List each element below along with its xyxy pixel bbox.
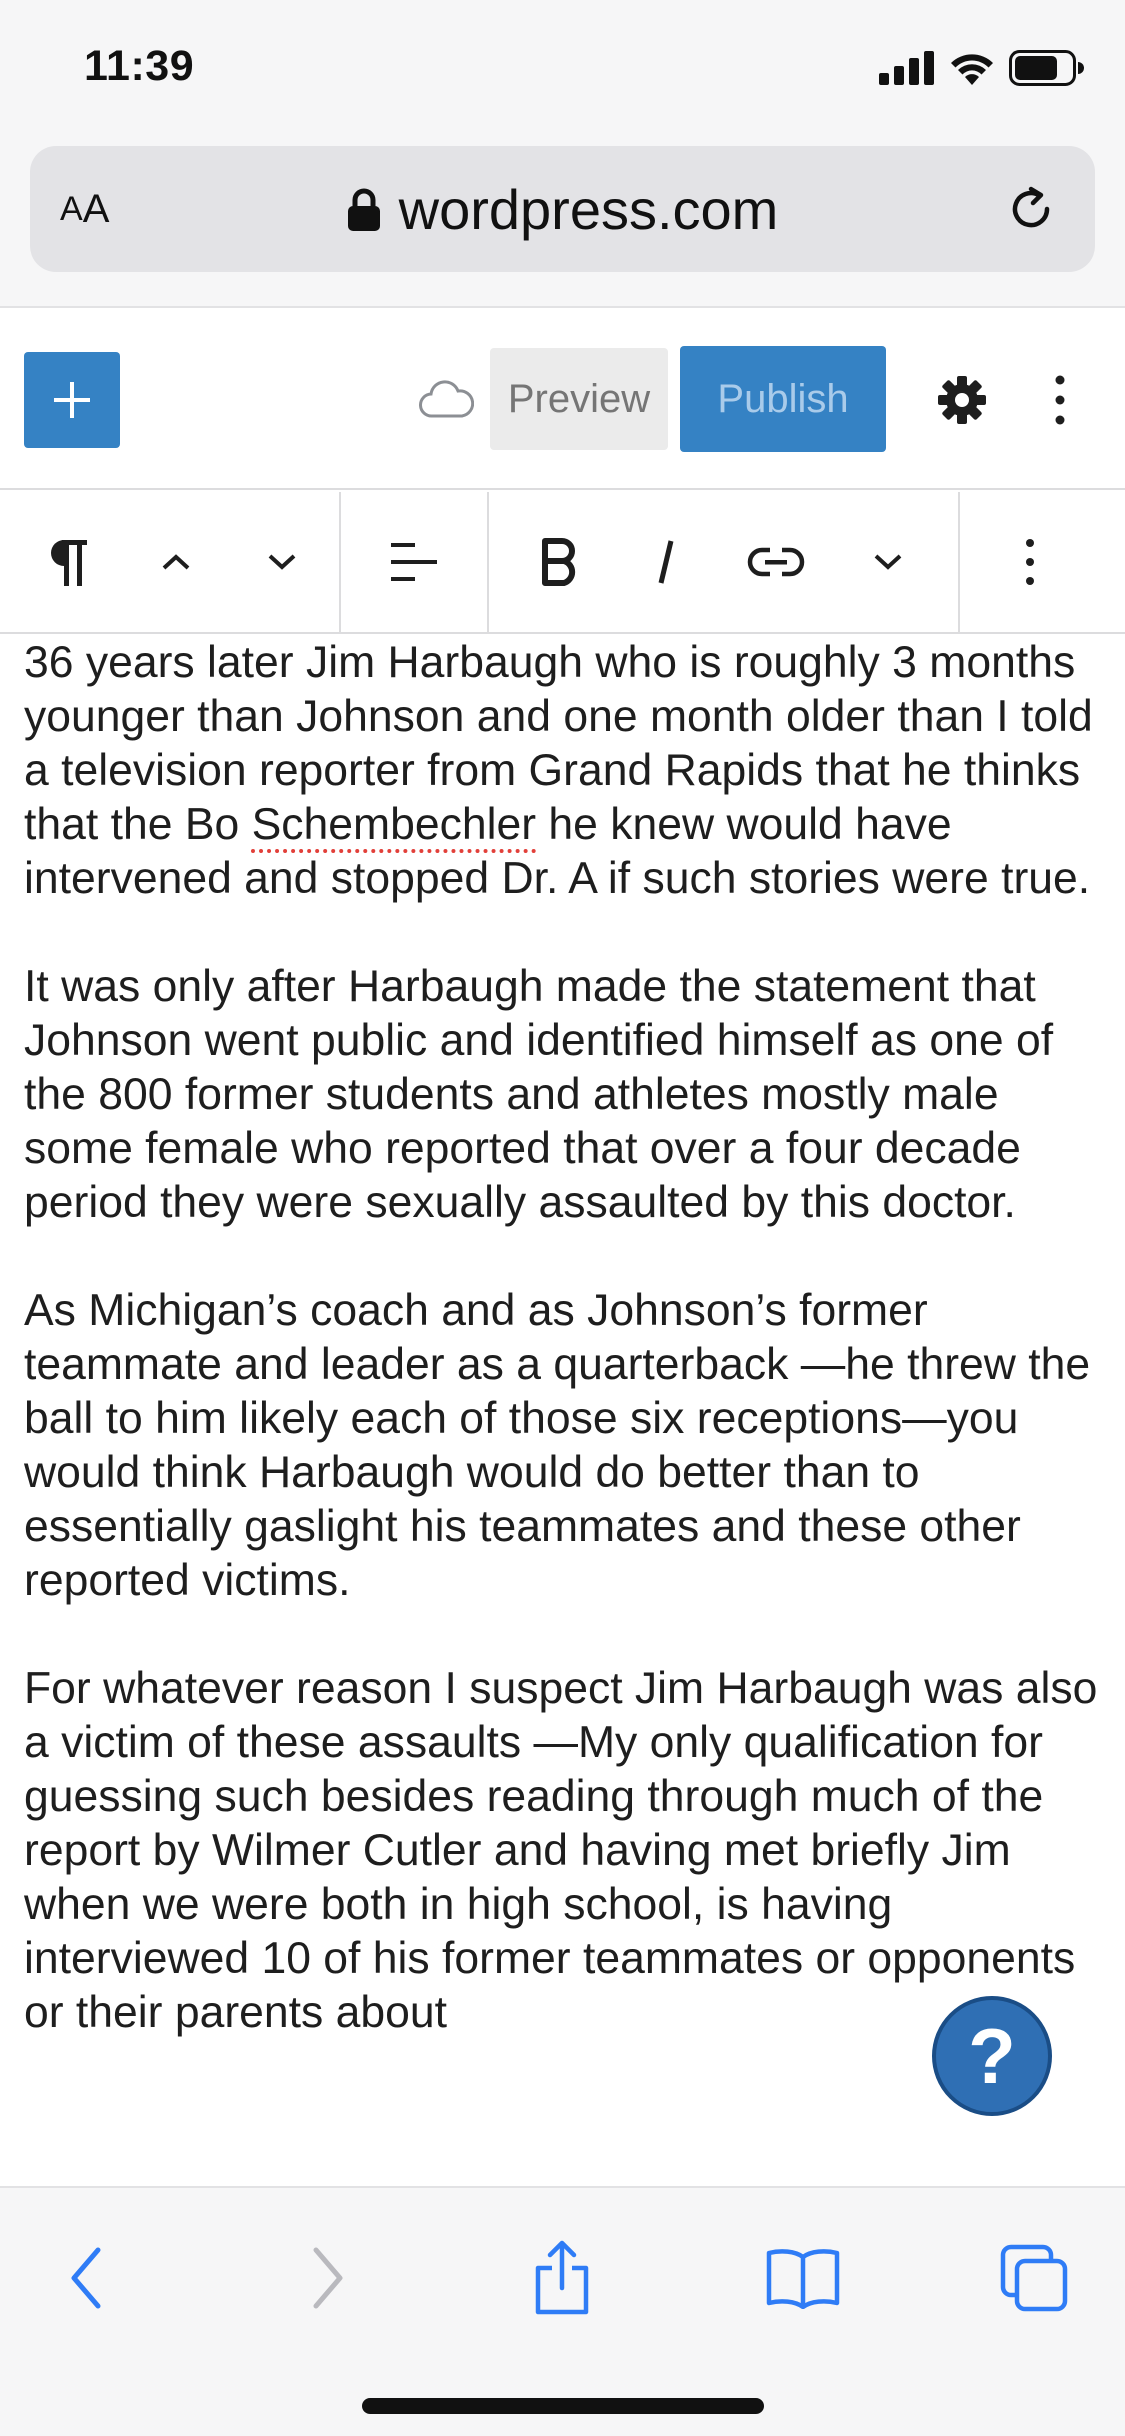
- paragraph-text: 36 years later Jim Harbaugh who is roughly 3 months younger than Johnson and one month older than I told a television reporter from Grand Rapids that he thinks that the Bo: [24, 638, 1093, 849]
- misspelled-word[interactable]: Schembechler: [251, 800, 537, 849]
- align-button[interactable]: [384, 492, 444, 632]
- tabs-icon: [999, 2243, 1069, 2313]
- paragraph-text: he knew would have intervened and stopped Dr. A if such stories were true.: [24, 800, 1091, 903]
- status-bar: [0, 0, 1125, 140]
- more-vertical-icon[interactable]: [1040, 374, 1080, 426]
- toolbar-divider: [487, 492, 489, 632]
- url-display[interactable]: [30, 146, 1095, 272]
- paragraph-icon: [44, 536, 88, 588]
- italic-button[interactable]: [644, 492, 688, 632]
- reload-icon[interactable]: [1003, 181, 1059, 237]
- paragraph-block[interactable]: As Michigan’s coach and as Johnson’s former teammate and leader as a quarterback —he threw the ball to him likely each of those six receptions—you would think Harbaugh would do better than to essentially gaslight his teammates and these other reported victims.: [24, 1286, 1091, 1605]
- share-button[interactable]: [522, 2238, 602, 2318]
- back-button[interactable]: [46, 2238, 126, 2318]
- block-toolbar: [0, 492, 1125, 634]
- tabs-button[interactable]: [994, 2238, 1074, 2318]
- help-button[interactable]: ?: [932, 1996, 1052, 2116]
- forward-button[interactable]: [288, 2238, 368, 2318]
- block-options-button[interactable]: [1010, 492, 1050, 632]
- toolbar-divider: [958, 492, 960, 632]
- plus-icon: [52, 380, 92, 420]
- post-content[interactable]: [24, 636, 1104, 2186]
- add-block-button[interactable]: [24, 352, 120, 448]
- gear-icon[interactable]: [936, 374, 988, 426]
- paragraph-block[interactable]: [24, 636, 1104, 906]
- link-icon: [746, 544, 806, 580]
- publish-button[interactable]: Publish: [680, 346, 886, 452]
- signal-icon: [879, 51, 935, 85]
- share-icon: [530, 2240, 594, 2316]
- move-up-button[interactable]: [150, 492, 202, 632]
- wifi-icon: [949, 51, 995, 85]
- address-bar[interactable]: [30, 146, 1095, 272]
- forward-icon: [308, 2246, 348, 2310]
- link-button[interactable]: [744, 492, 808, 632]
- editor-header: [0, 310, 1125, 490]
- chevron-down-icon: [870, 550, 906, 574]
- bold-button[interactable]: [534, 492, 586, 632]
- paragraph-block[interactable]: It was only after Harbaugh made the statement that Johnson went public and identified himself as one of the 800 former students and athletes mostly male some female who reported that over a four decade period they were sexually assaulted by this doctor.: [24, 962, 1054, 1227]
- toolbar-divider: [339, 492, 341, 632]
- url-text: wordpress.com: [398, 177, 779, 241]
- more-formatting-dropdown[interactable]: [862, 492, 914, 632]
- browser-address-area: [0, 140, 1125, 308]
- bold-icon: [540, 538, 580, 586]
- paragraph-block-button[interactable]: [36, 492, 96, 632]
- aa-small-glyph: A: [60, 189, 83, 228]
- more-vertical-icon: [1020, 537, 1040, 587]
- cloud-icon: [418, 378, 474, 420]
- bookmarks-button[interactable]: [758, 2238, 848, 2318]
- book-icon: [765, 2247, 841, 2309]
- preview-button[interactable]: Preview: [490, 348, 668, 450]
- aa-large-glyph: A: [82, 186, 110, 231]
- status-time: 11:39: [84, 42, 195, 90]
- battery-icon: [1009, 50, 1085, 86]
- home-indicator: [362, 2398, 764, 2414]
- move-down-button[interactable]: [256, 492, 308, 632]
- status-icons: [879, 48, 1085, 88]
- italic-icon: [651, 538, 681, 586]
- paragraph-block[interactable]: For whatever reason I suspect Jim Harbaugh was also a victim of these assaults —My only qualification for guessing such besides reading through much of the report by Wilmer Cutler and having met briefly Jim when we were both in high school, is having interviewed 10 of his former teammates or opponents or their parents about: [24, 1664, 1098, 2037]
- lock-icon: [347, 187, 381, 231]
- align-icon: [389, 539, 439, 585]
- back-icon: [66, 2246, 106, 2310]
- chevron-down-icon: [264, 550, 300, 574]
- chevron-up-icon: [158, 550, 194, 574]
